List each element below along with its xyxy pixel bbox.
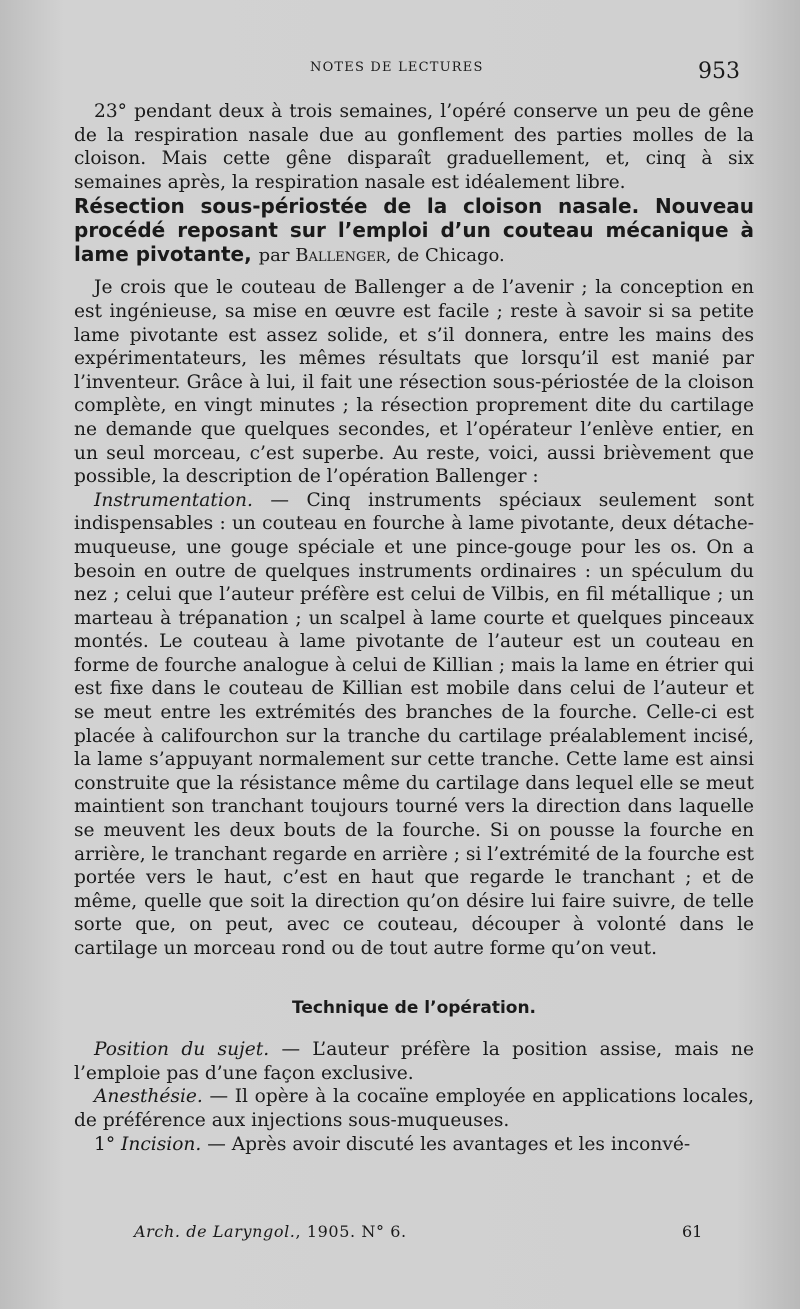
position-label: Position du sujet. — [94, 1039, 270, 1061]
article-title — [74, 194, 754, 268]
incision-paragraph — [74, 1133, 754, 1157]
body-text — [74, 100, 754, 1156]
page-footer — [0, 1222, 800, 1246]
byline-suffix: , de Chicago. — [385, 245, 505, 267]
page-number: 953 — [698, 59, 740, 84]
article-byline — [259, 245, 505, 266]
journal-issue: , 1905. N° 6. — [295, 1222, 407, 1241]
anesthesie-text: — Il opère à la cocaïne employée en applications locales, de préférence aux injections sous-muqueuses. — [74, 1086, 754, 1131]
position-text: — L’auteur préfère la position assise, mais ne l’emploie pas d’une façon exclusive. — [74, 1039, 754, 1084]
instrumentation-paragraph — [74, 489, 754, 961]
page-header — [0, 56, 800, 86]
article-paragraph-1: Je crois que le couteau de Ballenger a de l’avenir ; la conception en est ingénieuse, sa mise en œuvre est facile ; reste à savoir si sa petite lame pivotante est assez solide, et s’il donnera, entre les mains des expérimentateurs, les mêmes résultats que lorsqu’il est manié par l’inventeur. Grâce à lui, il fait une résection sous-périostée de la cloison complète, en vingt minutes ; la résection proprement dite du cartilage ne demande que quelques secondes, et l’opérateur l’enlève entier, en un seul morceau, c’est superbe. Au reste, voici, aussi brièvement que possible, la description de l’opération Ballenger : — [74, 277, 754, 488]
author-name: Ballenger — [295, 245, 386, 267]
byline-prefix: par — [258, 245, 290, 267]
position-paragraph — [74, 1038, 754, 1085]
incision-text: — Après avoir discuté les avantages et les inconvé- — [201, 1133, 691, 1155]
incision-label: Incision. — [121, 1133, 202, 1155]
instrumentation-text: — Cinq instruments spéciaux seulement sont indispensables : un couteau en fourche à lame pivotante, deux détache-muqueuse, une gouge spéciale et une pince-gouge pour les os. On a besoin en outre de quelques instruments ordinaires : un spéculum du nez ; celui que l’auteur préfère est celui de Vilbis, en fil métallique ; un marteau à trépanation ; un scalpel à lame courte et quelques pinceaux montés. Le couteau à lame pivotante de l’auteur est un couteau en forme de fourche analogue à celui de Killian ; mais la lame en étrier qui est fixe dans le couteau de Killian est mobile dans celui de l’auteur et se meut entre les extrémités des branches de la fourche. Celle-ci est placée à califourchon sur la tranche du cartilage préalablement incisé, la lame s’appuyant normalement sur cette tranche. Cette lame est ainsi construite que la résistance même du cartilage dans lequel elle se meut maintient son tranchant toujours tourné vers la direction dans laquelle se meuvent les deux bouts de la fourche. Si on pousse la fourche en arrière, le tranchant regarde en arrière ; si l’extrémité de la fourche est portée vers le haut, c’est en haut que regarde le tranchant ; et de même, quelle que soit la direction qu’on désire lui faire suivre, de telle sorte que, on peut, avec ce couteau, découper à volonté dans le cartilage un morceau rond ou de tout autre forme qu’on veut. — [74, 489, 754, 959]
instrumentation-label: Instrumentation. — [94, 489, 253, 511]
running-title: NOTES DE LECTURES — [310, 60, 484, 75]
signature-mark: 61 — [682, 1222, 703, 1241]
anesthesie-paragraph — [74, 1085, 754, 1132]
article-title-text: Résection sous-périostée de la cloison nasale. Nouveau procédé reposant sur l’emploi d’un couteau mécanique à lame pivotante, — [74, 194, 754, 267]
anesthesie-label: Anesthésie. — [94, 1086, 203, 1108]
journal-name: Arch. de Laryngol. — [134, 1222, 296, 1241]
technique-heading: Technique de l’opération. — [291, 997, 537, 1018]
intro-paragraph: 23° pendant deux à trois semaines, l’opéré conserve un peu de gêne de la respiration nasale due au gonflement des parties molles de la cloison. Mais cette gêne disparaît graduellement, et, cinq à six semaines après, la respiration nasale est idéalement libre. — [74, 101, 754, 193]
journal-reference — [134, 1222, 407, 1241]
incision-number: 1° — [94, 1133, 122, 1155]
